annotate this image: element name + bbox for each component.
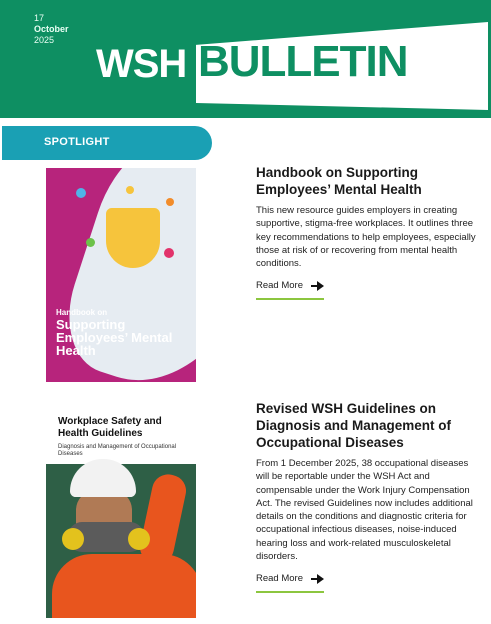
respirator-filter-left	[62, 528, 84, 550]
issue-day: 17	[34, 13, 45, 23]
spotlight-label: SPOTLIGHT	[44, 136, 110, 148]
decor-dot	[166, 198, 174, 206]
read-more-label: Read More	[256, 573, 303, 585]
wsh-guidelines-cover[interactable]	[46, 404, 196, 618]
cover-title: Workplace Safety and Health Guidelines	[58, 416, 162, 439]
cover-title	[56, 308, 196, 357]
article-title[interactable]: Revised WSH Guidelines on Diagnosis and Management of Occupational Diseases	[256, 401, 452, 450]
cover-title-small: Handbook on	[56, 308, 108, 317]
brand-bulletin: BULLETIN	[198, 37, 408, 86]
article-mental-health	[256, 164, 478, 300]
article-wsh-guidelines	[256, 400, 478, 593]
issue-month: October	[34, 24, 69, 34]
mental-health-handbook-cover[interactable]	[46, 168, 196, 382]
cover-subtitle: Diagnosis and Management of Occupational Diseases	[58, 444, 177, 457]
respirator-filter-right	[128, 528, 150, 550]
spotlight-section-bar	[2, 126, 212, 160]
decor-dot	[86, 238, 95, 247]
bulletin-header	[0, 0, 491, 118]
arrow-right-icon	[311, 574, 325, 584]
article-body: This new resource guides employers in creating supportive, stigma-free workplaces. It outlines three key recommendations to help employees, especially those at risk of or recovering from mental health conditions.	[256, 205, 476, 270]
cover-title-big: Supporting Employees’ Mental Health	[56, 317, 173, 358]
arrow-right-icon	[311, 281, 325, 291]
article-title[interactable]: Handbook on Supporting Employees’ Mental Health	[256, 165, 422, 197]
issue-year: 2025	[34, 35, 55, 45]
brand-wsh: WSH	[96, 42, 187, 86]
cup-illustration	[106, 208, 160, 268]
issue-date	[34, 13, 69, 46]
hard-hat	[70, 459, 136, 497]
decor-dot	[76, 188, 86, 198]
worker-suit	[52, 554, 196, 618]
read-more-link[interactable]	[256, 280, 478, 291]
read-more-link[interactable]	[256, 573, 478, 584]
worker-arm	[137, 471, 189, 566]
read-more-underline	[256, 591, 324, 593]
article-body: From 1 December 2025, 38 occupational diseases will be reportable under the WSH Act and compensable under the Work Injury Compensation Act. The revised Guidelines now includes additional details on the conditions and diagnostic criteria for occupational infectious diseases, noise-induced hearing loss and work-related musculoskeletal disorders.	[256, 458, 473, 563]
read-more-underline	[256, 298, 324, 300]
read-more-label: Read More	[256, 280, 303, 292]
decor-dot	[126, 186, 134, 194]
decor-dot	[164, 248, 174, 258]
